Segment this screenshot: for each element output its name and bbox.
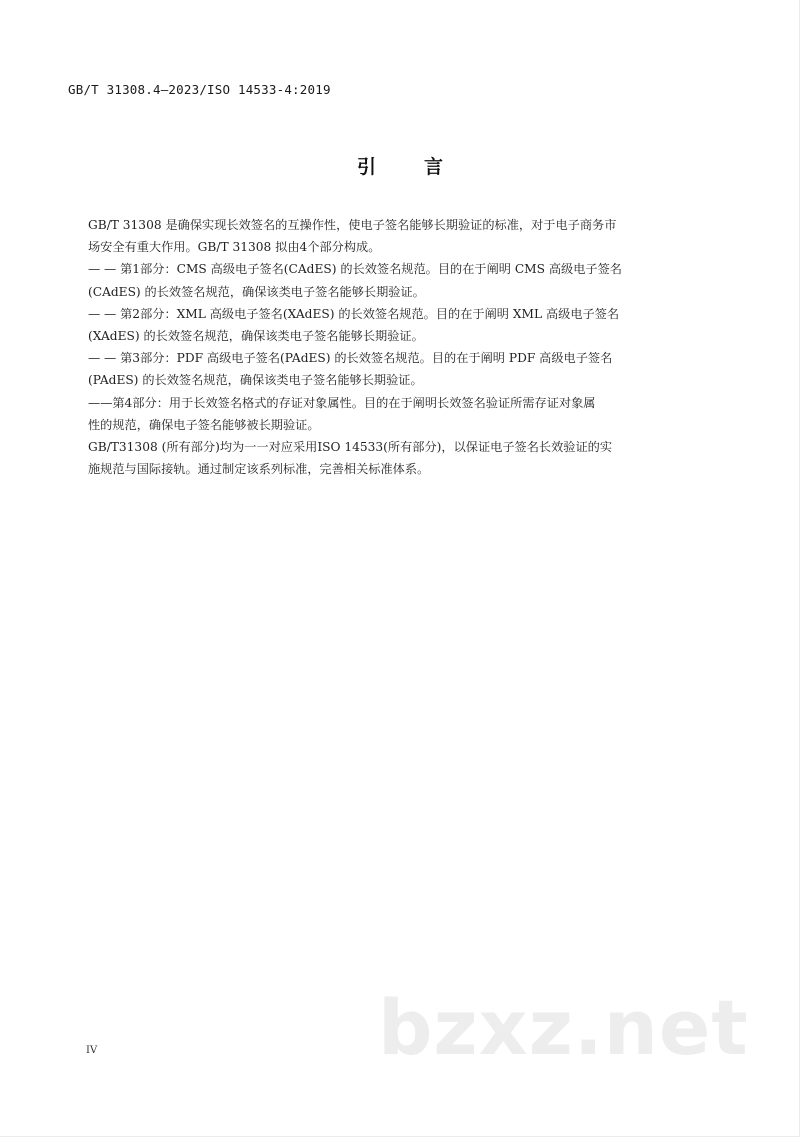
closing-paragraph: [88, 436, 713, 480]
part-1-line-1: — — 第1部分：CMS 高级电子签名(CAdES) 的长效签名规范。目的在于阐明 CMS 高级电子签名: [88, 262, 622, 277]
body-text: [88, 214, 713, 480]
part-4-line-1: ——第4部分：用于长效签名格式的存证对象属性。目的在于阐明长效签名验证所需存证对象属: [88, 395, 596, 410]
watermark: bzxz.net: [378, 983, 749, 1072]
intro-line-1: GB/T 31308 是确保实现长效签名的互操作性，使电子签名能够长期验证的标准，对于电子商务市: [88, 218, 617, 232]
intro-paragraph: [88, 214, 713, 258]
list-item: [88, 258, 713, 302]
section-title: 引言: [356, 156, 491, 178]
part-4-line-2: 性的规范，确保电子签名能够被长期验证。: [88, 417, 320, 432]
intro-line-2: 场安全有重大作用。GB/T 31308 拟由4个部分构成。: [88, 240, 381, 255]
page-number: IV: [86, 1045, 98, 1056]
list-item: [88, 392, 713, 436]
part-3-line-2: (PAdES) 的长效签名规范，确保该类电子签名能够长期验证。: [88, 373, 423, 388]
list-item: [88, 347, 713, 391]
part-2-line-1: — — 第2部分：XML 高级电子签名(XAdES) 的长效签名规范。目的在于阐明 XML 高级电子签名: [88, 306, 620, 321]
closing-line-1: GB/T31308 (所有部分)均为一一对应采用ISO 14533(所有部分)，以保证电子签名长效验证的实: [88, 440, 613, 455]
document-code-header: GB/T 31308.4—2023/ISO 14533-4:2019: [68, 82, 331, 97]
part-1-line-2: (CAdES) 的长效签名规范，确保该类电子签名能够长期验证。: [88, 284, 425, 299]
part-2-line-2: (XAdES) 的长效签名规范，确保该类电子签名能够长期验证。: [88, 329, 424, 344]
list-item: [88, 303, 713, 347]
part-3-line-1: — — 第3部分：PDF 高级电子签名(PAdES) 的长效签名规范。目的在于阐明 PDF 高级电子签名: [88, 351, 613, 366]
closing-line-2: 施规范与国际接轨。通过制定该系列标准，完善相关标准体系。: [88, 462, 430, 477]
